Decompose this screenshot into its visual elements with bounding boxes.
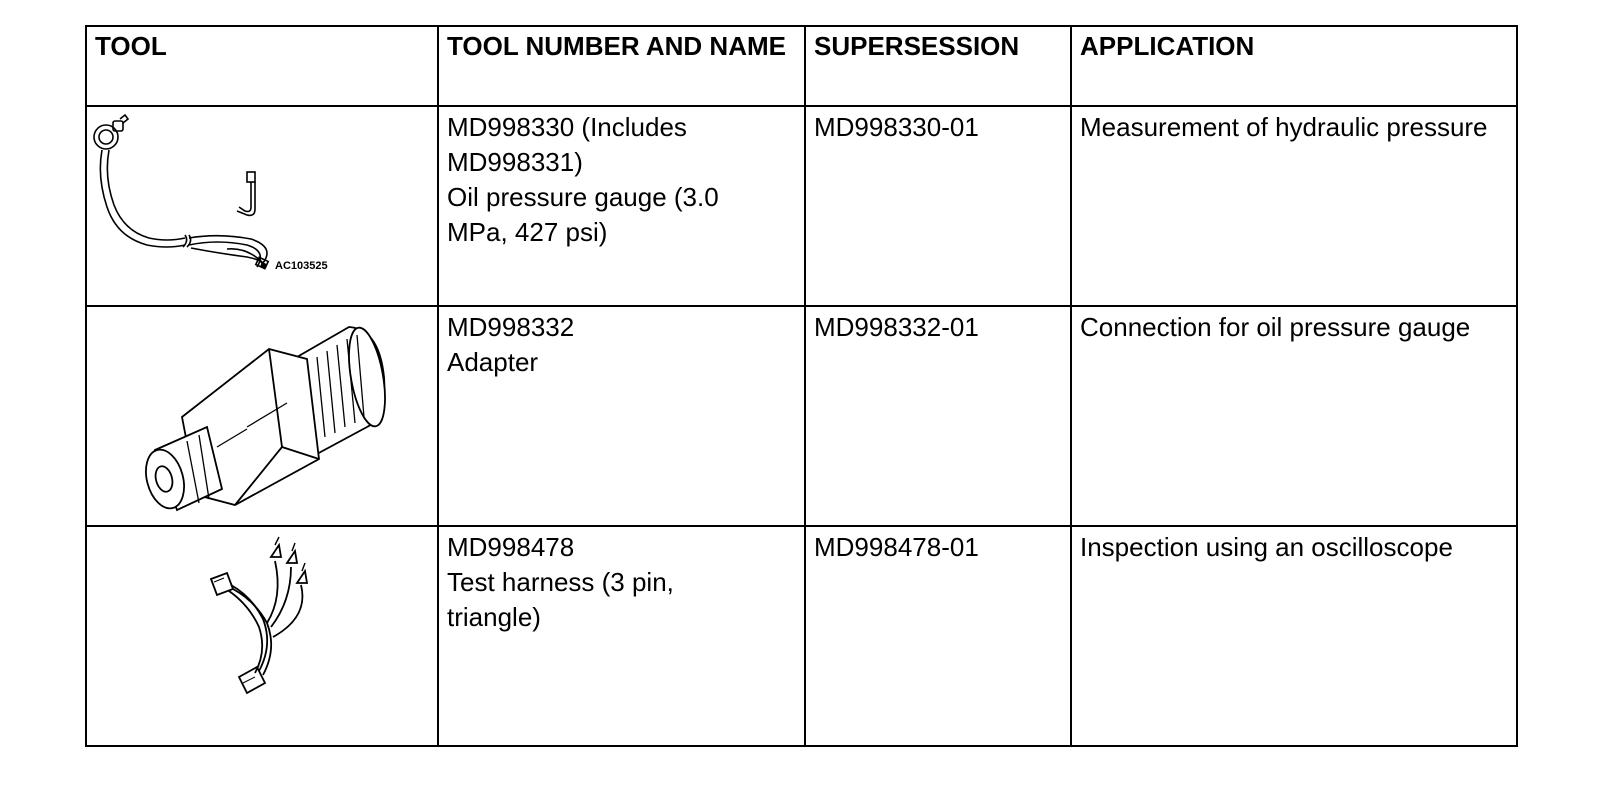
tool-number-name-cell bbox=[438, 106, 805, 306]
tool-number-line: MD998331) bbox=[447, 147, 583, 177]
header-tool-number-name: TOOL NUMBER AND NAME bbox=[438, 26, 805, 106]
tool-number-line: MD998332 bbox=[447, 312, 575, 342]
header-tool: TOOL bbox=[86, 26, 438, 106]
tool-name-line: triangle) bbox=[447, 602, 541, 632]
special-tools-table bbox=[85, 25, 1518, 747]
tool-name-line: MPa, 427 psi) bbox=[447, 217, 608, 247]
tool-name-line: Adapter bbox=[447, 347, 539, 377]
header-application: APPLICATION bbox=[1071, 26, 1517, 106]
tool-number-name-cell bbox=[438, 526, 805, 746]
table-row bbox=[86, 526, 1517, 746]
tool-figure-cell bbox=[86, 106, 438, 306]
adapter-icon bbox=[87, 307, 437, 525]
application-cell: Connection for oil pressure gauge bbox=[1071, 306, 1517, 526]
tool-figure-cell bbox=[86, 306, 438, 526]
application-cell: Measurement of hydraulic pressure bbox=[1071, 106, 1517, 306]
supersession-cell: MD998332-01 bbox=[805, 306, 1071, 526]
application-cell: Inspection using an oscilloscope bbox=[1071, 526, 1517, 746]
table-row bbox=[86, 106, 1517, 306]
tool-name-line: Oil pressure gauge (3.0 bbox=[447, 182, 719, 212]
tool-number-name-cell bbox=[438, 306, 805, 526]
oil-pressure-gauge-icon bbox=[87, 107, 437, 305]
tool-number-line: MD998330 (Includes bbox=[447, 112, 687, 142]
tool-number-line: MD998478 bbox=[447, 532, 575, 562]
supersession-cell: MD998478-01 bbox=[805, 526, 1071, 746]
header-supersession: SUPERSESSION bbox=[805, 26, 1071, 106]
figure-code-label: AC103525 bbox=[275, 260, 328, 272]
tool-name-line: Test harness (3 pin, bbox=[447, 567, 674, 597]
tool-figure-cell bbox=[86, 526, 438, 746]
test-harness-icon bbox=[87, 527, 437, 745]
table-row bbox=[86, 306, 1517, 526]
table-header-row bbox=[86, 26, 1517, 106]
supersession-cell: MD998330-01 bbox=[805, 106, 1071, 306]
